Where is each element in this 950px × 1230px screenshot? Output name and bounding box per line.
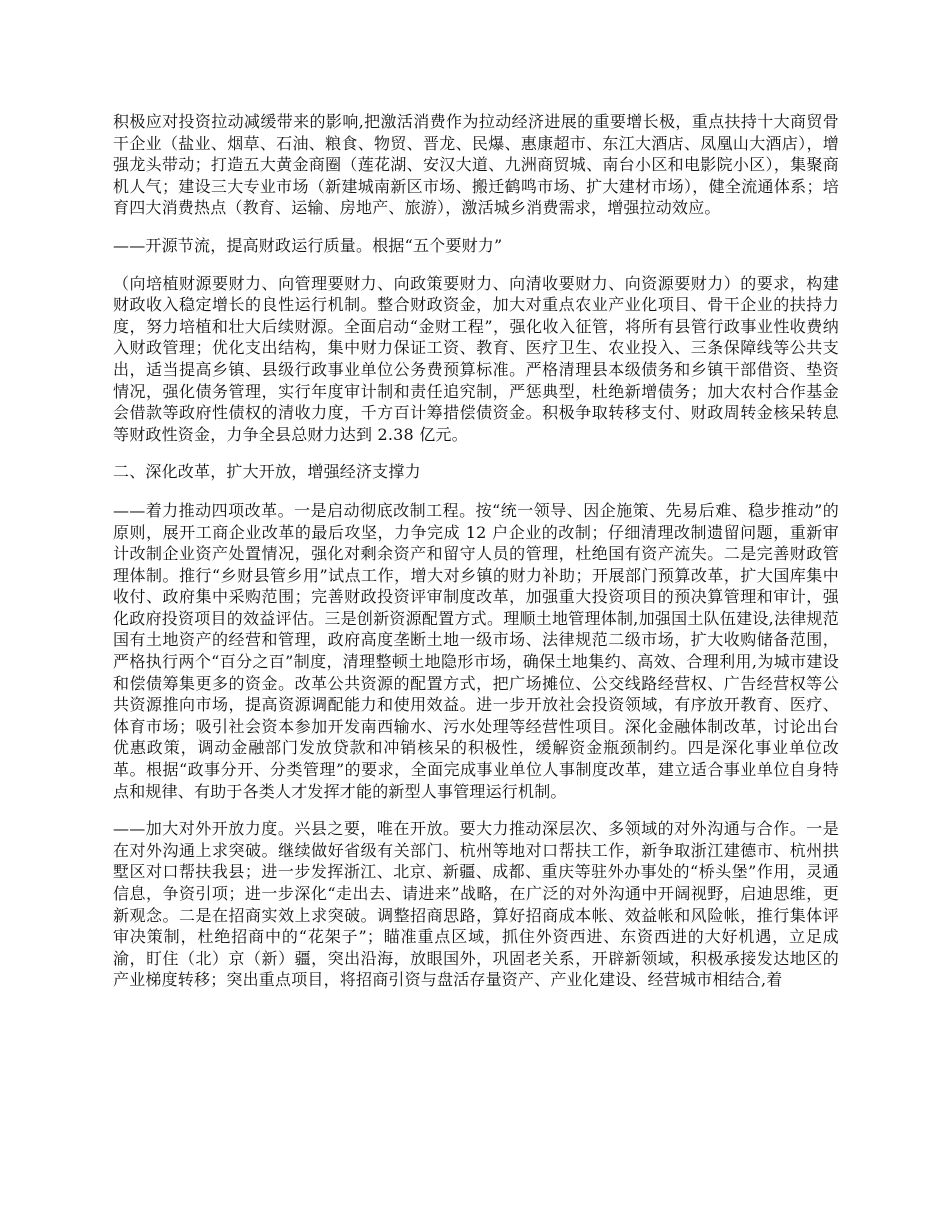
paragraph-finance-body: （向培植财源要财力、向管理要财力、向政策要财力、向清收要财力、向资源要财力）的要求，构建财政收入稳定增长的良性运行机制。整合财政资金，加大对重点农业产业化项目、骨干企业的扶持力度，努力培植和壮大后续财源。全面启动“金财工程”，强化收入征管，将所有县管行政事业性收费纳入财政管理；优化支出结构，集中财力保证工资、教育、医疗卫生、农业投入、三条保障线等公共支出，适当提高乡镇、县级行政事业单位公务费预算标准。严格清理县本级债务和乡镇干部借资、垫资情况，强化债务管理，实行年度审计制和责任追究制，严惩典型，杜绝新增债务；加大农村合作基金会借款等政府性债权的清收力度，千方百计筹措偿债资金。积极争取转移支付、财政周转金核呆转息等财政性资金，力争全县总财力达到 2.38 亿元。 — [113, 273, 839, 444]
paragraph-finance-heading: ——开源节流，提高财政运行质量。根据“五个要财力” — [113, 235, 503, 255]
document-page — [113, 111, 839, 1007]
section-heading-reform: 二、深化改革，扩大开放，增强经济支撑力 — [113, 462, 421, 482]
paragraph-four-reforms: ——着力推动四项改革。一是启动彻底改制工程。按“统一领导、因企施策、先易后难、稳步推动”的原则，展开工商企业改革的最后攻坚，力争完成 12 户企业的改制；仔细清理改制遗留问题，重新审计改制企业资产处置情况，强化对剩余资产和留守人员的管理，杜绝国有资产流失。二是完善财政管理体制。推行“乡财县管乡用”试点工作，增大对乡镇的财力补助；开展部门预算改革，扩大国库集中收付、政府集中采购范围；完善财政投资评审制度改革，加强重大投资项目的预决算管理和审计，强化政府投资项目的效益评估。三是创新资源配置方式。理顺土地管理体制,加强国土队伍建设,法律规范国有土地资产的经营和管理，政府高度垄断土地一级市场、法律规范二级市场，扩大收购储备范围，严格执行两个“百分之百”制度，清理整顿土地隐形市场，确保土地集约、高效、合理利用,为城市建设和偿债筹集更多的资金。改革公共资源的配置方式，把广场摊位、公交线路经营权、广告经营权等公共资源推向市场，提高资源调配能力和使用效益。进一步开放社会投资领域，有序放开教育、医疗、体育市场；吸引社会资本参加开发南西输水、污水处理等经营性项目。深化金融体制改革，讨论出台优惠政策，调动金融部门发放贷款和冲销核呆的积极性，缓解资金瓶颈制约。四是深化事业单位改革。根据“政事分开、分类管理”的要求，全面完成事业单位人事制度改革，建立适合事业单位自身特点和规律、有助于各类人才发挥才能的新型人事管理运行机制。 — [113, 500, 839, 801]
paragraph-opening-up: ——加大对外开放力度。兴县之要，唯在开放。要大力推动深层次、多领域的对外沟通与合作。一是在对外沟通上求突破。继续做好省级有关部门、杭州等地对口帮扶工作，新争取浙江建德市、杭州拱墅区对口帮扶我县；进一步发挥浙江、北京、新疆、成都、重庆等驻外办事处的“桥头堡”作用，灵通信息，争资引项；进一步深化“走出去、请进来”战略，在广泛的对外沟通中开阔视野，启迪思维，更新观念。二是在招商实效上求突破。调整招商思路，算好招商成本帐、效益帐和风险帐，推行集体评审决策制，杜绝招商中的“花架子”；瞄准重点区域，抓住外资西进、东资西进的大好机遇，立足成渝，盯住（北）京（新）疆，突出沿海，放眼国外，巩固老关系，开辟新领域，积极承接发达地区的产业梯度转移；突出重点项目，将招商引资与盘活存量资产、产业化建设、经营城市相结合,着 — [113, 819, 839, 990]
paragraph-consumption: 积极应对投资拉动减缓带来的影响,把激活消费作为拉动经济进展的重要增长极，重点扶持十大商贸骨干企业（盐业、烟草、石油、粮食、物贸、晋龙、民爆、惠康超市、东江大酒店、凤凰山大酒店），增强龙头带动；打造五大黄金商圈（莲花湖、安汉大道、九洲商贸城、南台小区和电影院小区），集聚商机人气；建设三大专业市场（新建城南新区市场、搬迁鹤鸣市场、扩大建材市场），健全流通体系；培育四大消费热点（教育、运输、房地产、旅游），激活城乡消费需求，增强拉动效应。 — [113, 112, 839, 218]
